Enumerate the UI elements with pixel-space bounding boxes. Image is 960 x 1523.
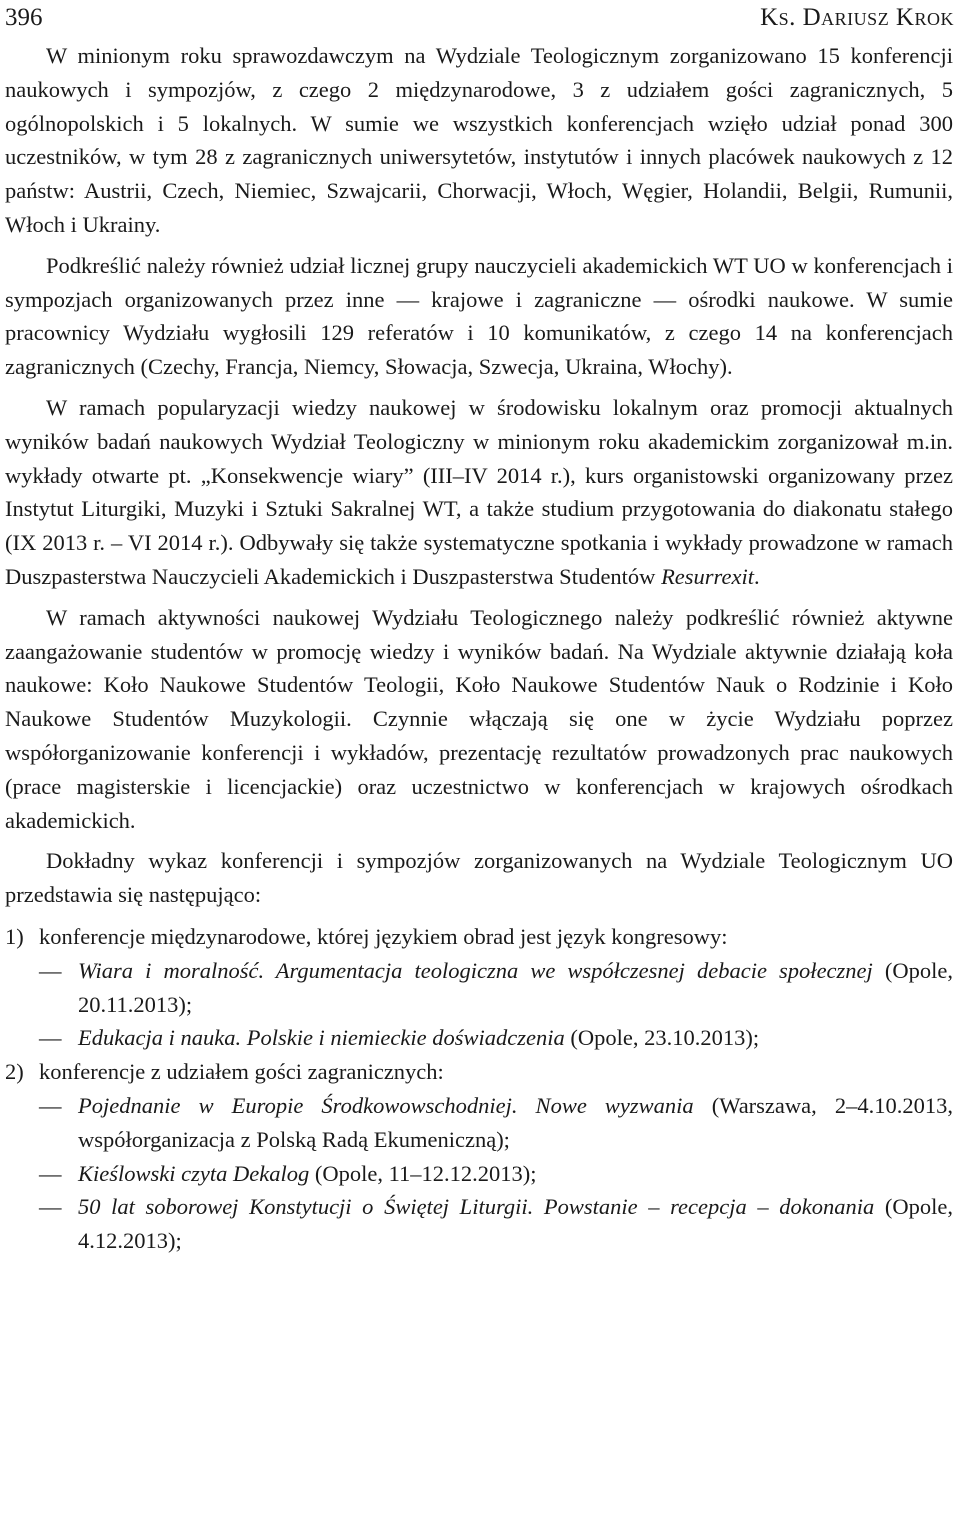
conference-title: 50 lat soborowej Konstytucji o Świętej Liturgii. Powstanie – recepcja – dokonania <box>78 1194 875 1220</box>
em-dash: — <box>39 957 62 983</box>
em-dash: — <box>39 1160 62 1186</box>
conference-details: (Opole, 11–12.12.2013); <box>309 1160 537 1186</box>
conference-details: (Opole, 4.12.2013); <box>78 1194 953 1254</box>
list-entry <box>5 1021 953 1055</box>
conference-title: Kieślowski czyta Dekalog <box>78 1160 310 1186</box>
running-head-author: Ks. Dariusz Krok <box>760 4 954 31</box>
page-number: 396 <box>5 4 43 31</box>
conference-title: Edukacja i nauka. Polskie i niemieckie doświadczenia <box>78 1025 565 1051</box>
list-item-international <box>5 920 953 954</box>
paragraph-student-activity: W ramach aktywności naukowej Wydziału Teologicznego należy podkreślić również aktywne zaangażowanie studentów w promocję wiedzy i wyników badań. Na Wydziale aktywnie działają koła naukowe: Koło Naukowe Studentów Teologii, Koło Naukowe Studentów Nauk o Rodzinie i Koło Naukowe Studentów Muzykologii. Czynnie włączają się one w życie Wydziału poprzez współorganizowanie konferencji i wykładów, prezentację rezultatów prowadzonych prac naukowych (prace magisterskie i licencjackie) oraz uczestnictwo w konferencjach w krajowych ośrodkach akademickich. <box>5 604 953 833</box>
list-entry <box>5 1089 953 1157</box>
conference-details: (Warszawa, 2–4.10.2013, współorganizacja z Polską Radą Ekumeniczną); <box>78 1092 953 1152</box>
paragraph-conferences-summary: W minionym roku sprawozdawczym na Wydziale Teologicznym zorganizowano 15 konferencji naukowych i sympozjów, z czego 2 międzynarodowe, 3 z udziałem gości zagranicznych, 5 ogólnopolskich i 5 lokalnych. W sumie we wszystkich konferencjach wzięło udział ponad 300 uczestników, w tym 28 z zagranicznych uniwersytetów, instytutów i innych placówek naukowych z 12 państw: Austrii, Czech, Niemiec, Szwajcarii, Chorwacji, Włoch, Węgier, Holandii, Belgii, Rumunii, Włoch i Ukrainy. <box>5 43 953 237</box>
conference-list <box>5 920 953 1258</box>
list-entry <box>5 1157 953 1191</box>
list-number: 2) <box>5 1059 24 1085</box>
list-item-text: konferencje z udziałem gości zagranicznych: <box>39 1059 444 1085</box>
paragraph-popularization <box>5 391 953 594</box>
paragraph-popularization-end: . <box>753 563 760 589</box>
list-entry <box>5 1190 953 1258</box>
list-item-foreign-guests <box>5 1055 953 1089</box>
em-dash: — <box>39 1092 62 1118</box>
em-dash: — <box>39 1025 62 1051</box>
body-text <box>5 39 953 1258</box>
list-number: 1) <box>5 923 24 949</box>
paragraph-staff-participation: Podkreślić należy również udział licznej grupy nauczycieli akademickich WT UO w konferencjach i sympozjach organizowanych przez inne — krajowe i zagraniczne — ośrodki naukowe. W sumie pracownicy Wydziału wygłosili 129 referatów i 10 komunikatów, z czego 14 na konferencjach zagranicznych (Czechy, Francja, Niemcy, Słowacja, Szwecja, Ukraina, Włochy). <box>5 252 953 380</box>
conference-title: Wiara i moralność. Argumentacja teologiczna we współczesnej debacie społecznej <box>78 957 873 983</box>
running-header <box>5 2 954 34</box>
conference-details: (Opole, 23.10.2013); <box>564 1025 760 1051</box>
paragraph-popularization-text: W ramach popularyzacji wiedzy naukowej w środowisku lokalnym oraz promocji aktualnych wyników badań naukowych Wydział Teologiczny w minionym roku akademickim zorganizował m.in. wykłady otwarte pt. „Konsekwencje wiary” (III–IV 2014 r.), kurs organistowski organizowany przez Instytut Liturgiki, Muzyki i Sztuki Sakralnej WT, a także studium przygotowania do diakonatu stałego (IX 2013 r. – VI 2014 r.). Odbywały się także systematyczne spotkania i wykłady prowadzone w ramach Duszpasterstwa Nauczycieli Akademickich i Duszpasterstwa Studentów <box>5 394 953 589</box>
em-dash: — <box>39 1194 62 1220</box>
resurrexit-title: Resurrexit <box>661 563 754 589</box>
list-item-text: konferencje międzynarodowe, której językiem obrad jest język kongresowy: <box>39 923 728 949</box>
conference-title: Pojednanie w Europie Środkowowschodniej. Nowe wyzwania <box>78 1092 694 1118</box>
list-entry <box>5 954 953 1022</box>
conference-details: (Opole, 20.11.2013); <box>78 957 953 1017</box>
paragraph-list-intro: Dokładny wykaz konferencji i sympozjów zorganizowanych na Wydziale Teologicznym UO przedstawia się następująco: <box>5 848 953 908</box>
